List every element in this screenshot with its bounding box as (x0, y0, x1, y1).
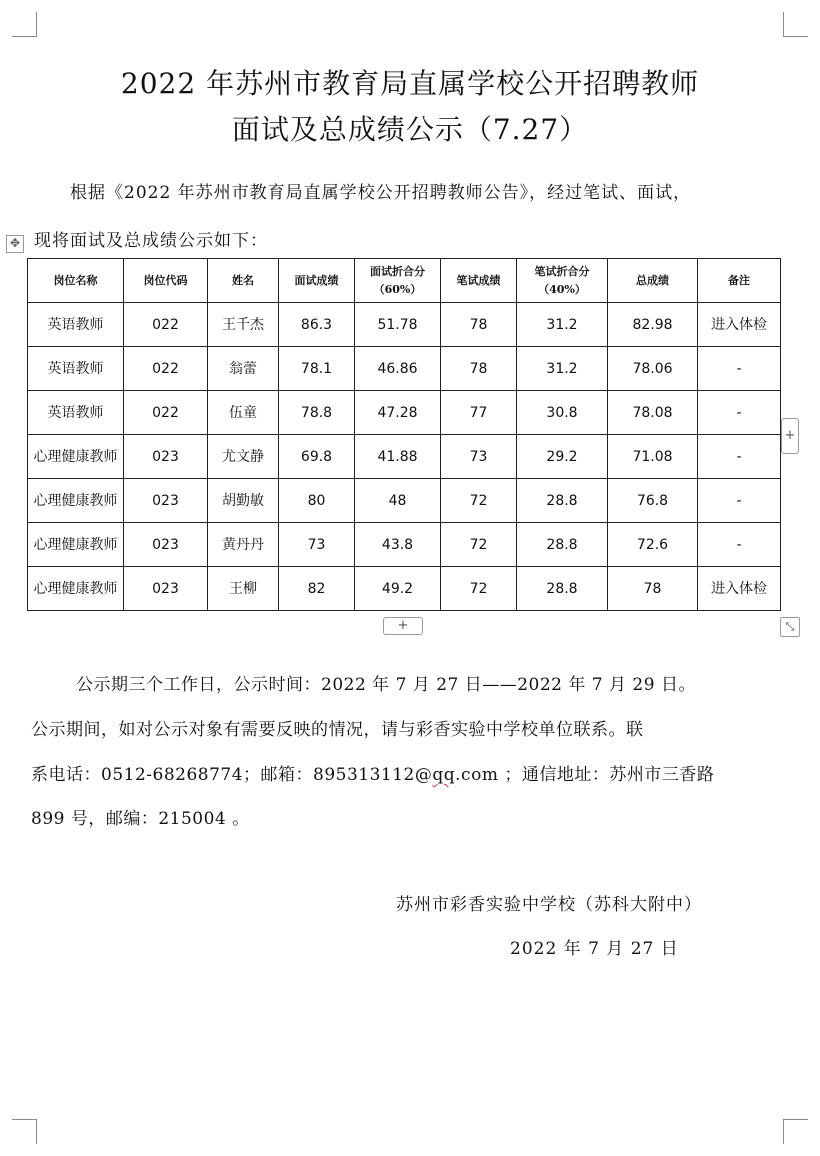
notice-line3 (31, 760, 801, 785)
table-row (28, 523, 781, 567)
header-cell: 笔试折合分（40%） (517, 259, 608, 303)
table-cell: 进入体检 (698, 567, 781, 611)
header-cell: 面试折合分（60%） (355, 259, 441, 303)
table-cell: 王千杰 (208, 303, 279, 347)
table-cell: 022 (124, 303, 208, 347)
table-cell: 77 (441, 391, 517, 435)
header-cell: 总成绩 (608, 259, 698, 303)
table-cell: - (698, 435, 781, 479)
page-corner-mark (783, 1119, 808, 1144)
table-cell: 尤文静 (208, 435, 279, 479)
table-cell: 49.2 (355, 567, 441, 611)
table-cell: 82 (279, 567, 355, 611)
table-cell: 51.78 (355, 303, 441, 347)
table-cell: 023 (124, 435, 208, 479)
document-title-line2: 面试及总成绩公示（7.27） (231, 113, 589, 146)
intro-line2: 现将面试及总成绩公示如下： (34, 231, 268, 251)
table-cell: 47.28 (355, 391, 441, 435)
table-cell: - (698, 347, 781, 391)
table-cell: 黄丹丹 (208, 523, 279, 567)
table-cell: 30.8 (517, 391, 608, 435)
table-cell: 胡勤敏 (208, 479, 279, 523)
notice-line1: 公示期三个工作日，公示时间：2022 年 7 月 27 日——2022 年 7 月 29 日。 (76, 675, 696, 695)
table-cell: 022 (124, 347, 208, 391)
table-cell: 023 (124, 523, 208, 567)
table-cell: 28.8 (517, 567, 608, 611)
table-cell: 80 (279, 479, 355, 523)
notice-line2: 公示期间，如对公示对象有需要反映的情况，请与彩香实验中学校单位联系。联 (31, 720, 644, 740)
table-cell: 48 (355, 479, 441, 523)
table-resize-icon[interactable]: ⤡ (780, 617, 800, 637)
table-cell: 英语教师 (28, 303, 124, 347)
contact-suffix: .com ；通信地址：苏州市三香路 (455, 765, 715, 785)
table-cell: 72 (441, 523, 517, 567)
table-cell: 43.8 (355, 523, 441, 567)
table-cell: 78 (441, 347, 517, 391)
table-cell: 心理健康教师 (28, 435, 124, 479)
table-move-icon[interactable]: ✥ (6, 235, 24, 253)
table-cell: 翁蕾 (208, 347, 279, 391)
table-cell: 28.8 (517, 479, 608, 523)
table-cell: 69.8 (279, 435, 355, 479)
page-corner-mark (12, 1119, 37, 1144)
table-cell: 英语教师 (28, 347, 124, 391)
page-corner-mark (12, 12, 37, 37)
header-cell: 笔试成绩 (441, 259, 517, 303)
table-cell: 72 (441, 567, 517, 611)
table-cell: 进入体检 (698, 303, 781, 347)
scores-table (27, 258, 781, 611)
table-cell: 023 (124, 567, 208, 611)
table-cell: 78.1 (279, 347, 355, 391)
table-cell: 29.2 (517, 435, 608, 479)
table-cell: 73 (441, 435, 517, 479)
table-cell: 73 (279, 523, 355, 567)
table-row (28, 303, 781, 347)
table-cell: 78 (441, 303, 517, 347)
add-column-button[interactable]: + (781, 418, 799, 454)
table-row (28, 479, 781, 523)
table-cell: 78.8 (279, 391, 355, 435)
table-cell: - (698, 391, 781, 435)
header-cell: 备注 (698, 259, 781, 303)
header-cell: 岗位名称 (28, 259, 124, 303)
table-cell: 71.08 (608, 435, 698, 479)
intro-line1: 根据《2022 年苏州市教育局直属学校公开招聘教师公告》，经过笔试、面试， (70, 183, 692, 203)
table-row (28, 435, 781, 479)
table-cell: - (698, 479, 781, 523)
table-cell: 心理健康教师 (28, 523, 124, 567)
table-cell: 王柳 (208, 567, 279, 611)
table-cell: 76.8 (608, 479, 698, 523)
table-row (28, 567, 781, 611)
table-cell: 英语教师 (28, 391, 124, 435)
table-cell: 41.88 (355, 435, 441, 479)
table-cell: - (698, 523, 781, 567)
header-cell: 姓名 (208, 259, 279, 303)
document-title-line1: 2022 年苏州市教育局直属学校公开招聘教师 (120, 67, 700, 100)
table-cell: 78.06 (608, 347, 698, 391)
header-cell: 岗位代码 (124, 259, 208, 303)
header-cell: 面试成绩 (279, 259, 355, 303)
table-cell: 78 (608, 567, 698, 611)
table-cell: 78.08 (608, 391, 698, 435)
email-domain: qq (432, 765, 456, 785)
table-cell: 86.3 (279, 303, 355, 347)
table-cell: 28.8 (517, 523, 608, 567)
table-row (28, 347, 781, 391)
table-cell: 72 (441, 479, 517, 523)
signature-date: 2022 年 7 月 27 日 (510, 939, 679, 959)
add-row-button[interactable]: + (383, 617, 423, 635)
table-cell: 31.2 (517, 347, 608, 391)
table-row (28, 391, 781, 435)
table-cell: 82.98 (608, 303, 698, 347)
page-corner-mark (783, 12, 808, 37)
table-cell: 022 (124, 391, 208, 435)
table-cell: 31.2 (517, 303, 608, 347)
signature-organization: 苏州市彩香实验中学校（苏科大附中） (396, 895, 702, 915)
notice-line4: 899 号，邮编：215004 。 (31, 809, 250, 829)
table-cell: 023 (124, 479, 208, 523)
table-cell: 46.86 (355, 347, 441, 391)
table-cell: 心理健康教师 (28, 479, 124, 523)
table-cell: 心理健康教师 (28, 567, 124, 611)
table-cell: 72.6 (608, 523, 698, 567)
table-cell: 伍童 (208, 391, 279, 435)
contact-prefix: 系电话：0512-68268774；邮箱：895313112@ (31, 765, 433, 785)
table-header-row (28, 259, 781, 303)
